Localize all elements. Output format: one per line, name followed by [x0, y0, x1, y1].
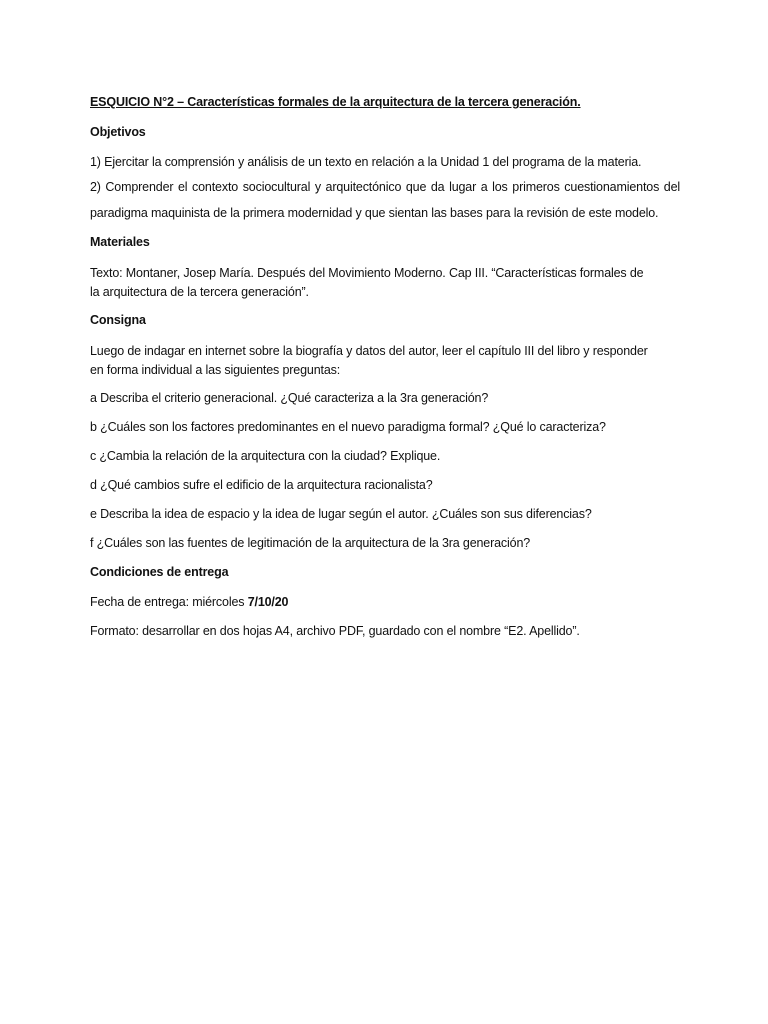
consigna-intro: [90, 342, 680, 380]
materiales-text-line-1: Texto: Montaner, Josep María. Después del Movimiento Moderno. Cap III. “Características formales de: [90, 266, 644, 280]
fecha-label: Fecha de entrega: miércoles: [90, 595, 248, 609]
question-c: c ¿Cambia la relación de la arquitectura con la ciudad? Explique.: [90, 449, 441, 463]
materiales-text-line-2: la arquitectura de la tercera generación”.: [90, 285, 309, 299]
document-page: [90, 94, 680, 652]
question-a: a Describa el criterio generacional. ¿Qué caracteriza a la 3ra generación?: [90, 391, 489, 405]
fecha-value: 7/10/20: [247, 595, 289, 609]
consigna-heading: Consigna: [90, 313, 146, 327]
materiales-heading: Materiales: [90, 235, 150, 249]
materiales-text: [90, 264, 680, 302]
question-e: e Describa la idea de espacio y la idea de lugar según el autor. ¿Cuáles son sus diferencias?: [90, 507, 592, 521]
objetivo-item-2: 2) Comprender el contexto sociocultural y arquitectónico que da lugar a los primeros cuestionamientos del paradigma maquinista de la primera modernidad y que sientan las bases para la revisión de este modelo.: [90, 180, 680, 220]
question-f: f ¿Cuáles son las fuentes de legitimación de la arquitectura de la 3ra generación?: [90, 536, 531, 550]
condiciones-heading: Condiciones de entrega: [90, 565, 229, 579]
fecha-entrega: [90, 594, 680, 610]
objetivo-item-1: 1) Ejercitar la comprensión y análisis de un texto en relación a la Unidad 1 del programa de la materia.: [90, 155, 642, 169]
objetivos-heading: Objetivos: [90, 125, 146, 139]
document-title: ESQUICIO N°2 – Características formales de la arquitectura de la tercera generación.: [90, 95, 581, 109]
consigna-intro-line-2: en forma individual a las siguientes preguntas:: [90, 363, 341, 377]
question-b: b ¿Cuáles son los factores predominantes en el nuevo paradigma formal? ¿Qué lo caracteriza?: [90, 420, 606, 434]
question-d: d ¿Qué cambios sufre el edificio de la arquitectura racionalista?: [90, 478, 433, 492]
formato-entrega: Formato: desarrollar en dos hojas A4, archivo PDF, guardado con el nombre “E2. Apellido”.: [90, 624, 580, 638]
consigna-intro-line-1: Luego de indagar en internet sobre la biografía y datos del autor, leer el capítulo III del libro y responder: [90, 344, 648, 358]
